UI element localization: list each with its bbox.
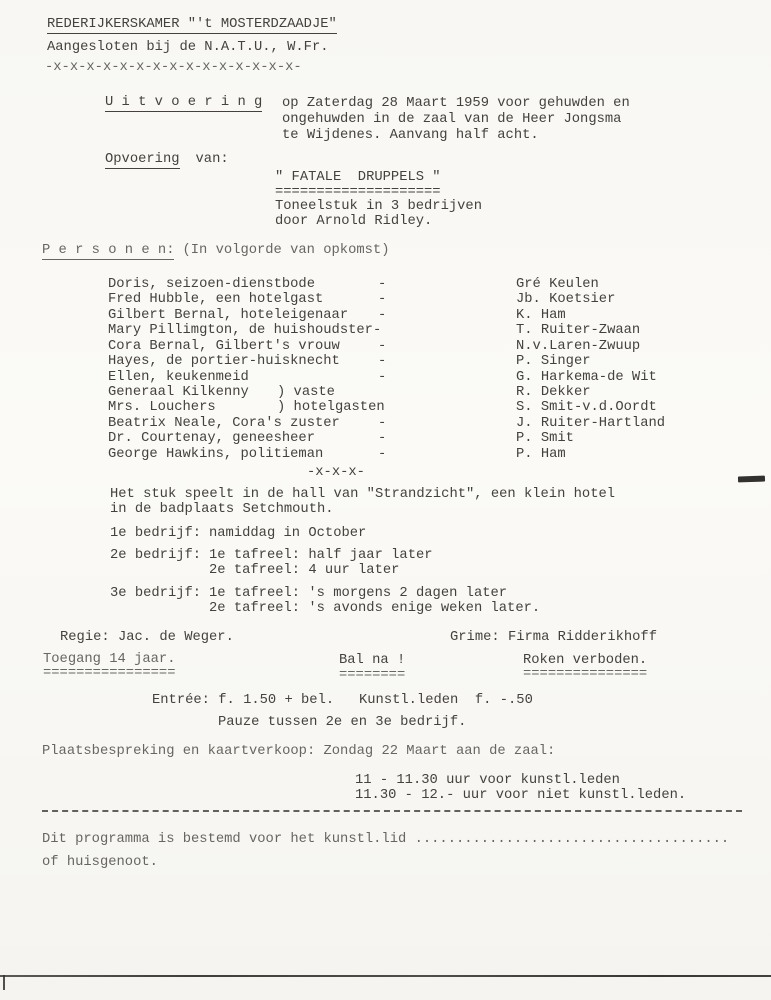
society-title: REDERIJKERSKAMER "'t MOSTERDZAADJE"	[47, 17, 337, 32]
cast-brace: ) vaste	[277, 385, 335, 400]
cast-role: Fred Hubble, een hotelgast	[108, 292, 324, 307]
cast-row	[108, 385, 708, 401]
cast-row	[108, 339, 708, 355]
cast-actor: G. Harkema-de Wit	[516, 370, 657, 385]
cast-role: Beatrix Neale, Cora's zuster	[108, 416, 340, 431]
cast-dash: -	[378, 370, 387, 385]
entrance-fee-line: Entrée: f. 1.50 + bel. Kunstl.leden f. -.50	[152, 693, 533, 708]
intermission-line: Pauze tussen 2e en 3e bedrijf.	[218, 715, 467, 730]
cast-heading	[42, 243, 389, 258]
cast-role: Cora Bernal, Gilbert's vrouw	[108, 339, 340, 354]
performance-heading-label: U i t v o e r i n g	[105, 95, 263, 110]
cast-heading-label: P e r s o n e n:	[42, 243, 175, 258]
act-detail: 2e tafreel: 4 uur later	[209, 563, 400, 578]
cast-actor: T. Ruiter-Zwaan	[516, 323, 641, 338]
cast-role: George Hawkins, politieman	[108, 447, 324, 462]
cast-row	[108, 308, 708, 324]
affiliation-line: Aangesloten bij de N.A.T.U., W.Fr.	[47, 40, 329, 55]
act-detail: 1e tafreel: half jaar later	[209, 548, 433, 563]
act-label: 2e bedrijf:	[110, 548, 202, 563]
cast-row	[108, 277, 708, 293]
cast-role: Doris, seizoen-dienstbode	[108, 277, 315, 292]
ball-notice-underline: ========	[339, 668, 406, 683]
cast-dash: -	[378, 308, 387, 323]
booking-time: 11.30 - 12.- uur voor niet kunstl.leden.	[355, 788, 687, 803]
play-author-line: door Arnold Ridley.	[275, 214, 433, 229]
age-notice: Toegang 14 jaar.	[43, 652, 176, 667]
act-label: 1e bedrijf:	[110, 526, 202, 541]
scan-edge-tick	[3, 975, 5, 990]
cast-role: Dr. Courtenay, geneesheer	[108, 431, 315, 446]
makeup-credit: Grime: Firma Ridderikhoff	[450, 630, 657, 645]
cast-row	[108, 370, 708, 386]
performance-detail-line: op Zaterdag 28 Maart 1959 voor gehuwden en	[282, 96, 630, 111]
staging-heading	[105, 152, 229, 167]
cast-role: Generaal Kilkenny	[108, 385, 249, 400]
performance-detail-line: ongehuwden in de zaal van de Heer Jongsma	[282, 112, 622, 127]
cast-role: Mary Pillimgton, de huishoudster-	[108, 323, 382, 338]
typed-x-divider-top: -x-x-x-x-x-x-x-x-x-x-x-x-x-x-x-	[45, 60, 302, 75]
footer-line: Dit programma is bestemd voor het kunstl.lid ......................................	[42, 832, 730, 847]
cast-actor: N.v.Laren-Zwuup	[516, 339, 641, 354]
cast-role: Hayes, de portier-huisknecht	[108, 354, 340, 369]
cast-actor: K. Ham	[516, 308, 566, 323]
cast-row	[108, 323, 708, 339]
cast-actor: P. Singer	[516, 354, 591, 369]
performance-detail-line: te Wijdenes. Aanvang half acht.	[282, 128, 539, 143]
play-title-underline: ====================	[275, 185, 441, 200]
setting-line: Het stuk speelt in de hall van "Strandzicht", een klein hotel	[110, 487, 616, 502]
staging-heading-label: Opvoering	[105, 152, 180, 167]
cast-actor: Jb. Koetsier	[516, 292, 616, 307]
cast-dash: -	[378, 277, 387, 292]
act-label: 3e bedrijf:	[110, 586, 202, 601]
cast-row	[108, 447, 708, 463]
cast-row	[108, 354, 708, 370]
margin-ink-smudge	[738, 476, 765, 483]
cast-actor: J. Ruiter-Hartland	[516, 416, 666, 431]
cast-role: Ellen, keukenmeid	[108, 370, 249, 385]
play-description-line: Toneelstuk in 3 bedrijven	[275, 199, 482, 214]
cast-dash: -	[378, 339, 387, 354]
cast-dash: -	[378, 431, 387, 446]
cast-actor: R. Dekker	[516, 385, 591, 400]
cast-heading-note: (In volgorde van opkomst)	[182, 243, 390, 258]
cast-brace: ) hotelgasten	[277, 400, 385, 415]
setting-line: in de badplaats Setchmouth.	[110, 502, 334, 517]
smoking-notice: Roken verboden.	[523, 653, 648, 668]
cast-row	[108, 292, 708, 308]
cast-row	[108, 416, 708, 432]
typed-dashed-divider	[42, 810, 742, 812]
cast-dash: -	[378, 416, 387, 431]
age-notice-underline: ================	[43, 666, 176, 681]
act-detail: namiddag in October	[209, 526, 367, 541]
cast-actor: S. Smit-v.d.Oordt	[516, 400, 657, 415]
director-credit: Regie: Jac. de Weger.	[60, 630, 234, 645]
performance-heading	[105, 95, 262, 110]
typed-x-separator: -x-x-x-	[307, 465, 365, 480]
cast-dash: -	[378, 447, 387, 462]
footer-line: of huisgenoot.	[42, 855, 158, 870]
cast-dash: -	[378, 292, 387, 307]
smoking-notice-underline: ===============	[523, 667, 648, 682]
booking-time: 11 - 11.30 uur voor kunstl.leden	[355, 773, 620, 788]
cast-row	[108, 431, 708, 447]
ball-notice: Bal na !	[339, 653, 406, 668]
cast-actor: P. Smit	[516, 431, 574, 446]
cast-actor: P. Ham	[516, 447, 566, 462]
act-detail: 2e tafreel: 's avonds enige weken later.	[209, 601, 541, 616]
booking-line: Plaatsbespreking en kaartverkoop: Zondag 22 Maart aan de zaal:	[42, 744, 556, 759]
scan-edge-line	[0, 975, 771, 977]
cast-dash: -	[378, 354, 387, 369]
cast-role: Mrs. Louchers	[108, 400, 216, 415]
act-detail: 1e tafreel: 's morgens 2 dagen later	[209, 586, 508, 601]
cast-row	[108, 400, 708, 416]
staging-heading-suffix: van:	[195, 152, 229, 167]
play-title: " FATALE DRUPPELS "	[275, 170, 441, 185]
cast-role: Gilbert Bernal, hoteleigenaar	[108, 308, 349, 323]
cast-actor: Gré Keulen	[516, 277, 599, 292]
